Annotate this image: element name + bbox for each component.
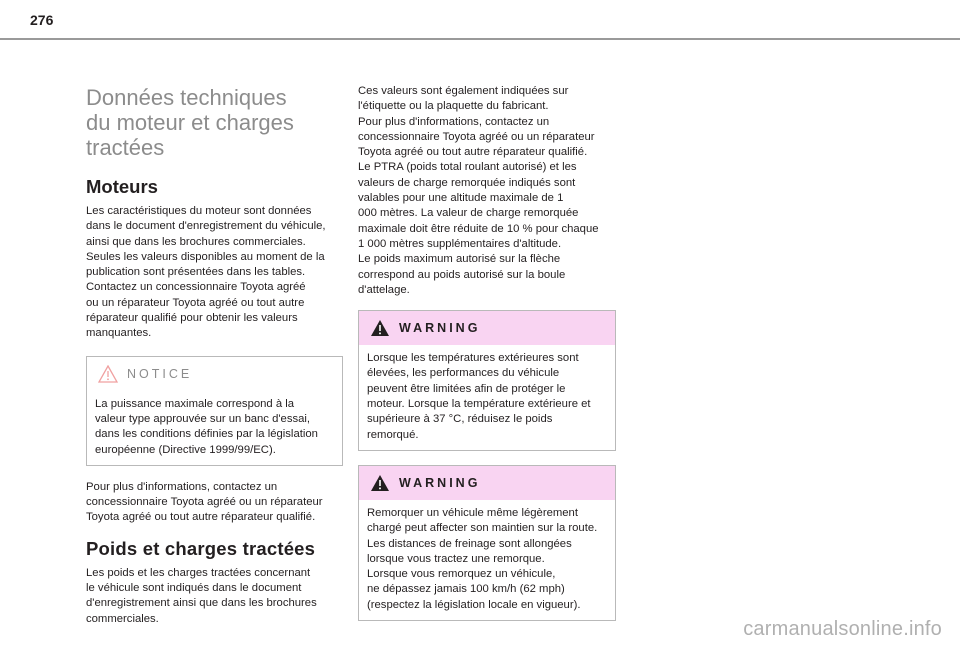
warning-label-2: WARNING (399, 475, 481, 490)
page-number: 276 (30, 12, 54, 28)
watermark: carmanualsonline.info (743, 618, 942, 640)
section-title-poids: Poids et charges tractées (86, 537, 316, 559)
section-title-moteurs: Moteurs (86, 176, 158, 197)
moteurs-paragraph: Les caractéristiques du moteur sont données dans le document d'enregistrement du véhicule, ainsi que dans les brochures commerciales. Seules les valeurs disponibles au moment de la publication sont présentées dans les tables. Contactez un concessionnaire Toyota agréé ou un réparateur Toyota agréé ou tout autre réparateur qualifié pour obtenir les valeurs manquantes. (86, 205, 326, 340)
warning-triangle-outline-icon (98, 365, 118, 383)
intro-paragraph: Ces valeurs sont également indiquées sur l'étiquette ou la plaquette du fabricant. Pour plus d'informations, contactez un concessionnaire Toyota agréé ou un réparateur Toyota agréé ou tout autre réparateur qualifié. Le PTRA (poids total roulant autorisé) et les valeurs de charge remorquée indiqués sont valables pour une altitude maximale de 1 000 mètres. La valeur de charge remorquée maximale doit être réduite de 10 % pour chaque 1 000 mètres supplémentaires d'altitude. Le poids maximum autorisé sur la flèche correspond au poids autorisé sur la boule d'attelage. (358, 85, 599, 296)
warning-box-2 (358, 465, 616, 621)
poids-paragraph: Les poids et les charges tractées concernant le véhicule sont indiqués dans le document d'enregistrement ainsi que dans les brochures commerciales. (86, 566, 317, 625)
after-notice-paragraph: Pour plus d'informations, contactez un concessionnaire Toyota agréé ou un réparateur Toyota agréé ou tout autre réparateur qualifié. (86, 480, 323, 524)
warning-text-2: Remorquer un véhicule même légèrement chargé peut affecter son maintien sur la route. Les distances de freinage sont allongées lorsque vous tractez une remorque. Lorsque vous remorquez un véhicule, ne dépassez jamais 100 km/h (62 mph) (respectez la législation locale en vigueur). (367, 506, 598, 611)
notice-header (87, 357, 342, 391)
left-column (86, 80, 343, 627)
page-title: Données techniques du moteur et charges tractées (86, 85, 294, 160)
notice-box (86, 356, 343, 466)
header-rule (0, 38, 960, 40)
warning-triangle-filled-icon (370, 319, 390, 337)
right-column (358, 84, 616, 635)
warning-header-1 (359, 311, 615, 345)
warning-triangle-filled-icon (370, 474, 390, 492)
notice-label: NOTICE (127, 366, 193, 381)
notice-text: La puissance maximale correspond à la valeur type approuvée sur un banc d'essai, dans les conditions définies par la législation européenne (Directive 1999/99/EC). (95, 397, 318, 456)
warning-label-1: WARNING (399, 321, 481, 336)
warning-header-2 (359, 466, 615, 500)
warning-text-1: Lorsque les températures extérieures sont élevées, les performances du véhicule peuvent être limitées afin de protéger le moteur. Lorsque la température extérieure et supérieure à 37 °C, réduisez le poids remorqué. (367, 352, 591, 441)
warning-box-1 (358, 310, 616, 451)
